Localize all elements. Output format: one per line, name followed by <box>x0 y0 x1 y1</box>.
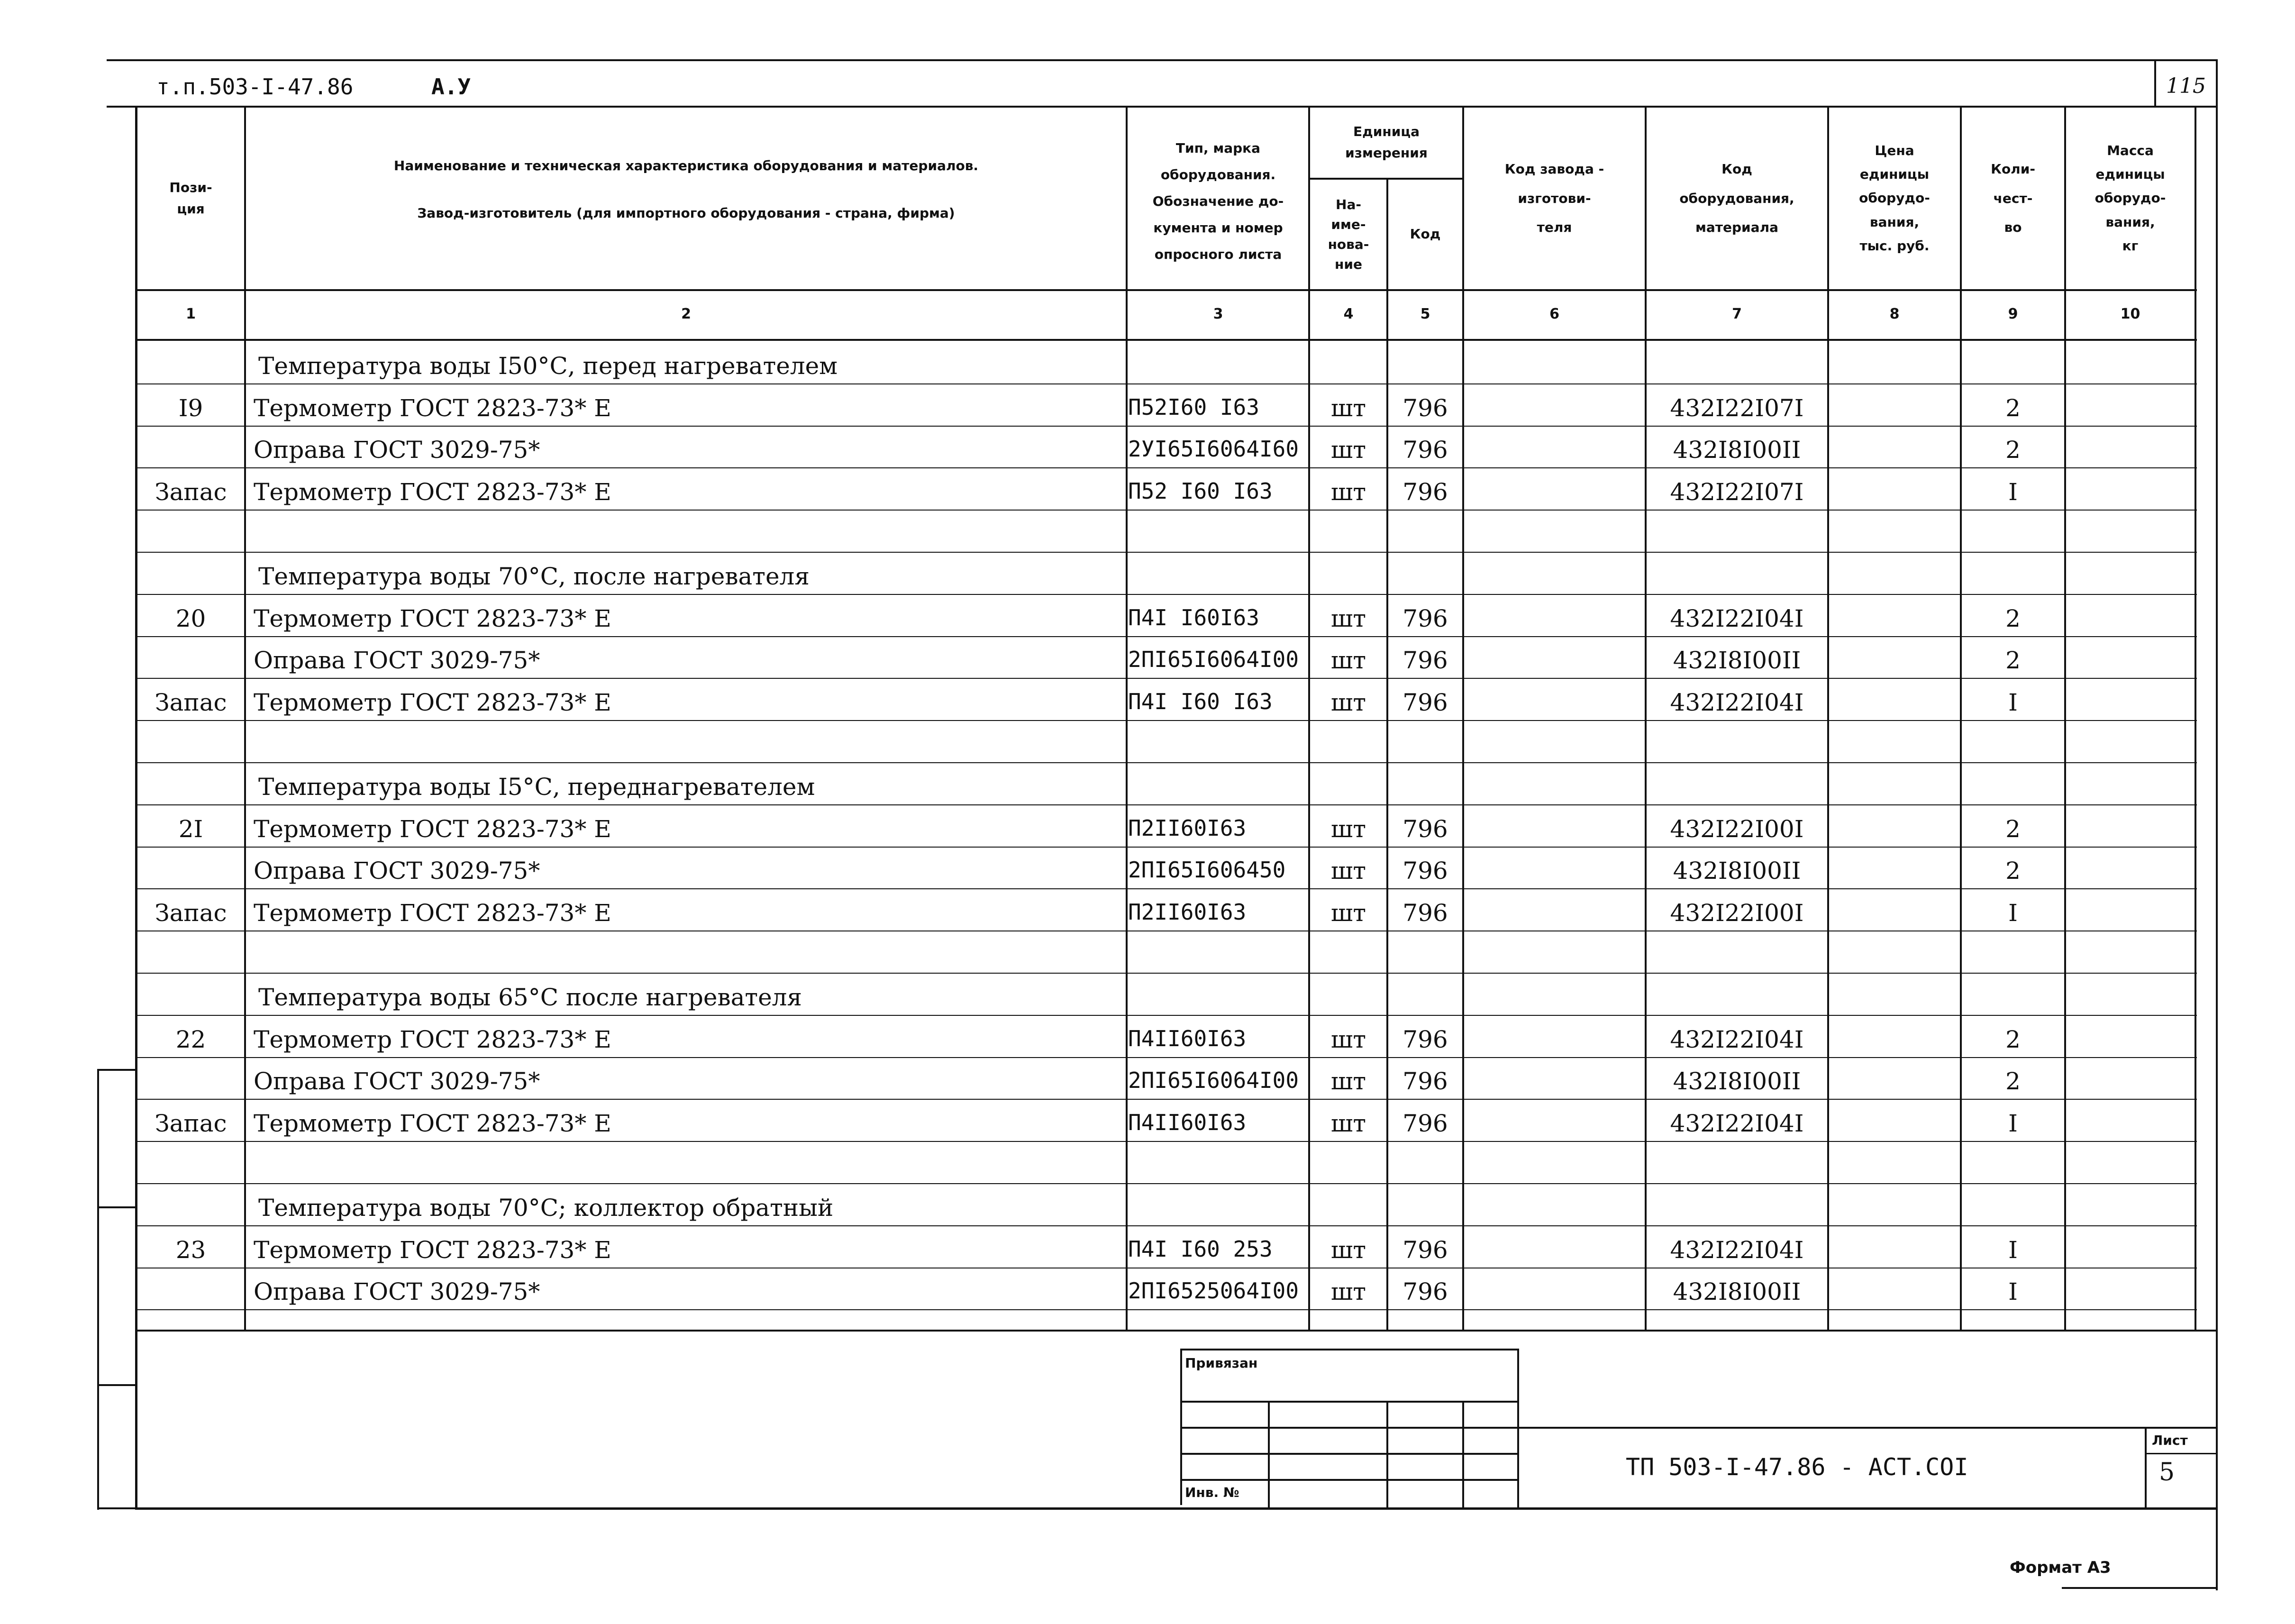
cell-qty: 2 <box>2005 647 2021 675</box>
cell-equip: 432I8I00II <box>1673 436 1801 464</box>
cell-qty: 2 <box>2005 857 2021 885</box>
document-designation: ТП 503-I-47.86 - АСТ.СОI <box>1626 1453 1968 1481</box>
cell-name: Термометр ГОСТ 2823-73* Е <box>254 478 611 506</box>
cell-equip: 432I22I00I <box>1670 815 1804 843</box>
cell-qty: 2 <box>2005 604 2021 632</box>
row-divider <box>135 510 2197 511</box>
cell-code: 796 <box>1402 1110 1448 1138</box>
header-equipment-code: Код оборудования, материала <box>1679 161 1794 236</box>
column-number: 6 <box>1549 306 1559 322</box>
cell-name: Термометр ГОСТ 2823-73* Е <box>254 689 611 717</box>
cell-name: Термометр ГОСТ 2823-73* Е <box>254 604 611 632</box>
cell-code: 796 <box>1402 1025 1448 1053</box>
cell-code: 796 <box>1402 689 1448 717</box>
cell-qty: I <box>2008 1278 2018 1306</box>
document-code: т.п.503-I-47.86 <box>156 74 354 100</box>
stamp-rule-2 <box>1180 1427 1519 1429</box>
cell-qty: 2 <box>2005 815 2021 843</box>
cell-qty: 2 <box>2005 1025 2021 1053</box>
cell-equip: 432I8I00II <box>1673 647 1801 675</box>
row-divider <box>135 888 2197 889</box>
cell-name: Термометр ГОСТ 2823-73* Е <box>254 1236 611 1264</box>
album-mark: А.У <box>431 74 471 100</box>
cell-unit: шт <box>1330 1110 1366 1138</box>
cell-unit: шт <box>1330 857 1366 885</box>
row-divider <box>135 467 2197 468</box>
corner-box-left <box>2154 59 2156 107</box>
row-divider <box>135 762 2197 763</box>
column-number: 5 <box>1420 306 1430 322</box>
cell-unit: шт <box>1330 689 1366 717</box>
row-divider <box>135 720 2197 721</box>
cell-name: Термометр ГОСТ 2823-73* Е <box>254 1025 611 1053</box>
column-number: 8 <box>1889 306 1900 322</box>
cell-code: 796 <box>1402 857 1448 885</box>
row-divider <box>135 426 2197 427</box>
row-divider <box>135 678 2197 679</box>
cell-mark: П4I I60 253 <box>1128 1236 1273 1262</box>
stamp-col-3 <box>1462 1401 1464 1507</box>
cell-equip: 432I22I07I <box>1670 478 1804 506</box>
header-type-mark: Тип, марка оборудования. Обозначение до- кумента и номер опросного листа <box>1152 140 1284 262</box>
cell-pos: 23 <box>175 1236 206 1264</box>
cell-mark: 2ПI65I6064I00 <box>1128 1067 1299 1094</box>
cell-pos: Запас <box>155 1110 227 1138</box>
cell-name: Термометр ГОСТ 2823-73* Е <box>254 394 611 422</box>
row-divider <box>135 847 2197 848</box>
col-line-4 <box>1386 178 1388 1331</box>
cell-equip: 432I22I04I <box>1670 604 1804 632</box>
top-rule <box>107 59 2216 61</box>
cell-unit: шт <box>1330 436 1366 464</box>
cell-code: 796 <box>1402 1278 1448 1306</box>
binding-strip-left <box>97 1069 99 1510</box>
cell-qty: 2 <box>2005 1067 2021 1095</box>
cell-name: Оправа ГОСТ 3029-75* <box>254 1067 540 1095</box>
cell-code: 796 <box>1402 815 1448 843</box>
cell-unit: шт <box>1330 478 1366 506</box>
header-unit-name: На- име- нова- ние <box>1328 196 1369 272</box>
table-body-bottom-rule <box>135 1330 2217 1332</box>
section-heading: Температура воды 70°С, после нагревателя <box>258 562 810 590</box>
stamp-rule-4 <box>1180 1479 1519 1481</box>
row-divider <box>135 1015 2197 1016</box>
cell-code: 796 <box>1402 1236 1448 1264</box>
stamp-privyazan: Привязан <box>1185 1355 1258 1371</box>
header-mass: Масса единицы оборудо- вания, кг <box>2095 142 2166 254</box>
stamp-top <box>1180 1349 1519 1350</box>
column-number: 1 <box>186 306 196 322</box>
header-bottom-rule <box>135 289 2197 291</box>
header-price: Цена единицы оборудо- вания, тыс. руб. <box>1859 142 1930 254</box>
titleblock-top <box>1519 1427 2217 1429</box>
cell-equip: 432I8I00II <box>1673 1278 1801 1306</box>
right-outer-border <box>2216 59 2218 1590</box>
cell-pos: Запас <box>155 689 227 717</box>
cell-equip: 432I22I07I <box>1670 394 1804 422</box>
cell-qty: I <box>2008 1110 2018 1138</box>
cell-name: Оправа ГОСТ 3029-75* <box>254 647 540 675</box>
cell-name: Термометр ГОСТ 2823-73* Е <box>254 1110 611 1138</box>
cell-name: Оправа ГОСТ 3029-75* <box>254 857 540 885</box>
cell-name: Оправа ГОСТ 3029-75* <box>254 436 540 464</box>
cell-mark: 2ПI65I606450 <box>1128 857 1286 883</box>
cell-mark: П52I60 I63 <box>1128 394 1259 420</box>
cell-unit: шт <box>1330 604 1366 632</box>
cell-qty: I <box>2008 899 2018 927</box>
cell-code: 796 <box>1402 604 1448 632</box>
row-divider <box>135 383 2197 384</box>
cell-unit: шт <box>1330 1236 1366 1264</box>
margin-bottom-stub <box>97 1507 137 1509</box>
cell-code: 796 <box>1402 647 1448 675</box>
row-divider <box>135 1141 2197 1142</box>
section-heading: Температура воды 65°С после нагревателя <box>258 983 802 1011</box>
cell-mark: 2ПI6525064I00 <box>1128 1278 1299 1304</box>
cell-pos: Запас <box>155 478 227 506</box>
cell-qty: I <box>2008 689 2018 717</box>
sheet-box-left <box>2145 1427 2147 1507</box>
cell-code: 796 <box>1402 436 1448 464</box>
binding-strip-line-1 <box>97 1069 137 1071</box>
row-divider <box>135 636 2197 637</box>
cell-mark: П4I I60 I63 <box>1128 689 1273 715</box>
row-divider <box>135 1225 2197 1226</box>
cell-pos: 22 <box>175 1025 206 1053</box>
cell-mark: 2ПI65I6064I00 <box>1128 647 1299 673</box>
cell-mark: 2УI65I6064I60 <box>1128 436 1299 462</box>
column-number: 2 <box>681 306 691 322</box>
cell-code: 796 <box>1402 394 1448 422</box>
cell-name: Термометр ГОСТ 2823-73* Е <box>254 815 611 843</box>
cell-code: 796 <box>1402 899 1448 927</box>
header-unit: Единица измерения <box>1345 124 1428 161</box>
sheet-box-rule <box>2145 1453 2217 1454</box>
row-divider <box>135 1183 2197 1184</box>
cell-name: Термометр ГОСТ 2823-73* Е <box>254 899 611 927</box>
cell-equip: 432I22I04I <box>1670 689 1804 717</box>
column-number: 7 <box>1732 306 1742 322</box>
cell-mark: П4I I60I63 <box>1128 604 1259 630</box>
stamp-rule-3 <box>1180 1453 1519 1455</box>
sheet-label: Лист <box>2152 1432 2188 1448</box>
section-heading: Температура воды 70°С; коллектор обратный <box>258 1194 834 1222</box>
cell-equip: 432I22I04I <box>1670 1110 1804 1138</box>
cell-unit: шт <box>1330 394 1366 422</box>
cell-equip: 432I8I00II <box>1673 857 1801 885</box>
cell-pos: Запас <box>155 899 227 927</box>
cell-unit: шт <box>1330 1278 1366 1306</box>
colnum-bottom-rule <box>135 339 2197 341</box>
cell-pos: 2I <box>178 815 203 843</box>
page-corner-number: 115 <box>2166 74 2206 98</box>
cell-unit: шт <box>1330 899 1366 927</box>
binding-strip-line-3 <box>97 1384 137 1386</box>
cell-pos: I9 <box>178 394 203 422</box>
column-number: 10 <box>2120 306 2140 322</box>
cell-mark: П52 I60 I63 <box>1128 478 1273 504</box>
cell-unit: шт <box>1330 1067 1366 1095</box>
cell-qty: I <box>2008 1236 2018 1264</box>
row-divider <box>135 1309 2197 1310</box>
row-divider <box>135 594 2197 595</box>
stamp-rule-1 <box>1180 1401 1519 1403</box>
sheet-format: Формат А3 <box>2010 1558 2111 1577</box>
cell-unit: шт <box>1330 1025 1366 1053</box>
format-rule <box>2062 1587 2218 1589</box>
row-divider <box>135 1099 2197 1100</box>
header-manufacturer: Завод-изготовитель (для импортного оборудования - страна, фирма) <box>417 205 955 221</box>
row-divider <box>135 1057 2197 1058</box>
cell-equip: 432I22I04I <box>1670 1025 1804 1053</box>
cell-qty: I <box>2008 478 2018 506</box>
sheet-number: 5 <box>2159 1458 2175 1487</box>
header-factory-code: Код завода - изготови- теля <box>1504 161 1604 236</box>
cell-pos: 20 <box>175 604 206 632</box>
stamp-inv-no: Инв. № <box>1185 1485 1239 1500</box>
cell-unit: шт <box>1330 647 1366 675</box>
frame-bottom-border <box>135 1507 2217 1510</box>
cell-mark: П2II60I63 <box>1128 899 1247 925</box>
column-number: 3 <box>1213 306 1223 322</box>
header-quantity: Коли- чест- во <box>1991 161 2035 236</box>
cell-equip: 432I22I00I <box>1670 899 1804 927</box>
cell-equip: 432I22I04I <box>1670 1236 1804 1264</box>
row-divider <box>135 973 2197 974</box>
cell-equip: 432I8I00II <box>1673 1067 1801 1095</box>
cell-mark: П4II60I63 <box>1128 1110 1247 1136</box>
cell-code: 796 <box>1402 478 1448 506</box>
binding-strip-line-2 <box>97 1206 137 1208</box>
cell-unit: шт <box>1330 815 1366 843</box>
cell-mark: П4II60I63 <box>1128 1025 1247 1051</box>
stamp-col-1 <box>1268 1401 1270 1507</box>
column-number: 9 <box>2008 306 2018 322</box>
header-name: Наименование и техническая характеристика оборудования и материалов. <box>393 157 979 173</box>
row-divider <box>135 804 2197 805</box>
section-heading: Температура воды I5°С, переднагревателем <box>258 773 815 801</box>
stamp-col-2 <box>1386 1401 1388 1507</box>
row-divider <box>135 552 2197 553</box>
cell-qty: 2 <box>2005 394 2021 422</box>
column-number: 4 <box>1343 306 1354 322</box>
section-heading: Температура воды I50°С, перед нагревателем <box>258 352 838 380</box>
cell-mark: П2II60I63 <box>1128 815 1247 841</box>
cell-name: Оправа ГОСТ 3029-75* <box>254 1278 540 1306</box>
header-unit-code: Код <box>1410 226 1441 242</box>
header-position: Пози- ция <box>169 179 212 217</box>
cell-qty: 2 <box>2005 436 2021 464</box>
cell-code: 796 <box>1402 1067 1448 1095</box>
